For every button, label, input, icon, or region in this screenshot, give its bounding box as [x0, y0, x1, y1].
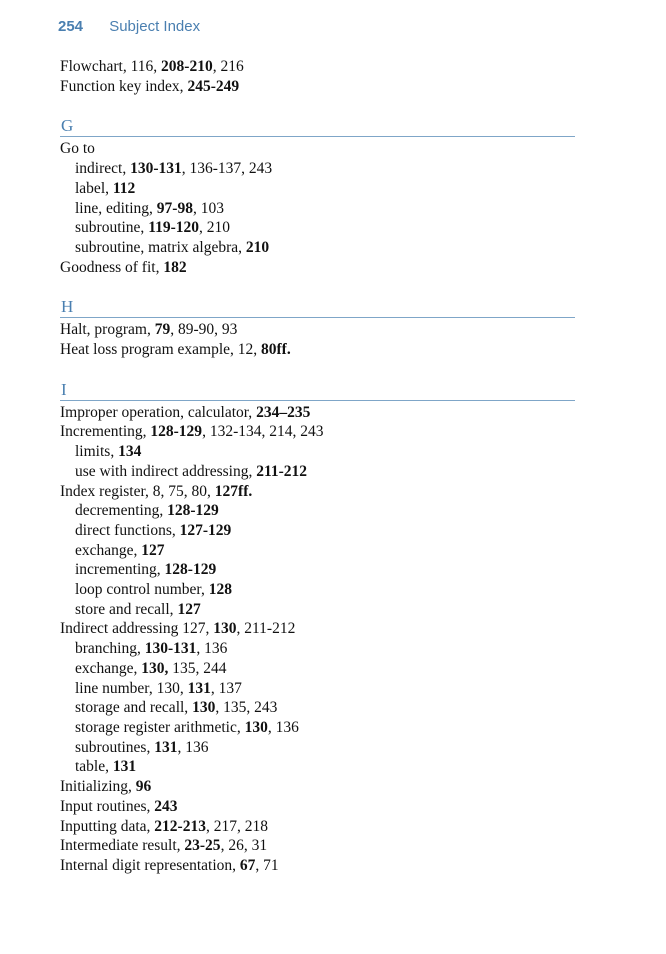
index-entry: Inputting data, 212-213, 217, 218	[60, 817, 268, 835]
section-letter-g: G	[60, 116, 575, 137]
index-entry: Incrementing, 128-129, 132-134, 214, 243	[60, 423, 324, 441]
index-entry: Function key index, 245-249	[60, 77, 240, 95]
index-subentry: subroutine, 119-120, 210	[75, 219, 230, 237]
index-entry: Go to	[60, 140, 95, 158]
index-subentry: indirect, 130-131, 136-137, 243	[75, 160, 273, 178]
index-subentry: storage and recall, 130, 135, 243	[75, 699, 278, 717]
index-entry: Improper operation, calculator, 234–235	[60, 403, 311, 421]
page-title: Subject Index	[109, 18, 201, 35]
index-entry: Flowchart, 116, 208-210, 216	[60, 58, 244, 75]
index-subentry: line, editing, 97-98, 103	[75, 199, 224, 217]
index-subentry: storage register arithmetic, 130, 136	[75, 718, 299, 736]
index-entry: Halt, program, 79, 89-90, 93	[60, 321, 238, 339]
index-subentry: branching, 130-131, 136	[75, 640, 228, 658]
subject-index	[60, 57, 580, 876]
index-subentry: exchange, 127	[75, 541, 165, 559]
index-subentry: label, 112	[75, 179, 136, 197]
index-subentry: limits, 134	[75, 443, 142, 461]
index-subentry: store and recall, 127	[75, 600, 201, 618]
index-entry: Index register, 8, 75, 80, 127ff.	[60, 482, 253, 500]
index-subentry: subroutine, matrix algebra, 210	[75, 238, 270, 256]
section-letter-h: H	[60, 297, 575, 318]
page-number: 254	[58, 18, 84, 35]
running-head	[58, 18, 200, 35]
index-subentry: incrementing, 128-129	[75, 561, 217, 579]
index-entry: Initializing, 96	[60, 778, 152, 796]
index-subentry: direct functions, 127-129	[75, 521, 232, 539]
index-entry: Heat loss program example, 12, 80ff.	[60, 341, 291, 359]
index-subentry: subroutines, 131, 136	[75, 738, 209, 756]
index-subentry: decrementing, 128-129	[75, 502, 219, 520]
index-subentry: line number, 130, 131, 137	[75, 679, 242, 697]
index-entry: Input routines, 243	[60, 797, 178, 815]
index-entry: Internal digit representation, 67, 71	[60, 856, 279, 874]
index-entry: Indirect addressing 127, 130, 211-212	[60, 620, 296, 638]
index-subentry: table, 131	[75, 758, 137, 776]
section-letter-i: I	[60, 380, 575, 401]
index-entry: Intermediate result, 23-25, 26, 31	[60, 837, 268, 855]
index-subentry: use with indirect addressing, 211-212	[75, 462, 308, 480]
index-subentry: exchange, 130, 135, 244	[75, 659, 227, 677]
index-subentry: loop control number, 128	[75, 581, 232, 599]
index-entry: Goodness of fit, 182	[60, 258, 187, 276]
